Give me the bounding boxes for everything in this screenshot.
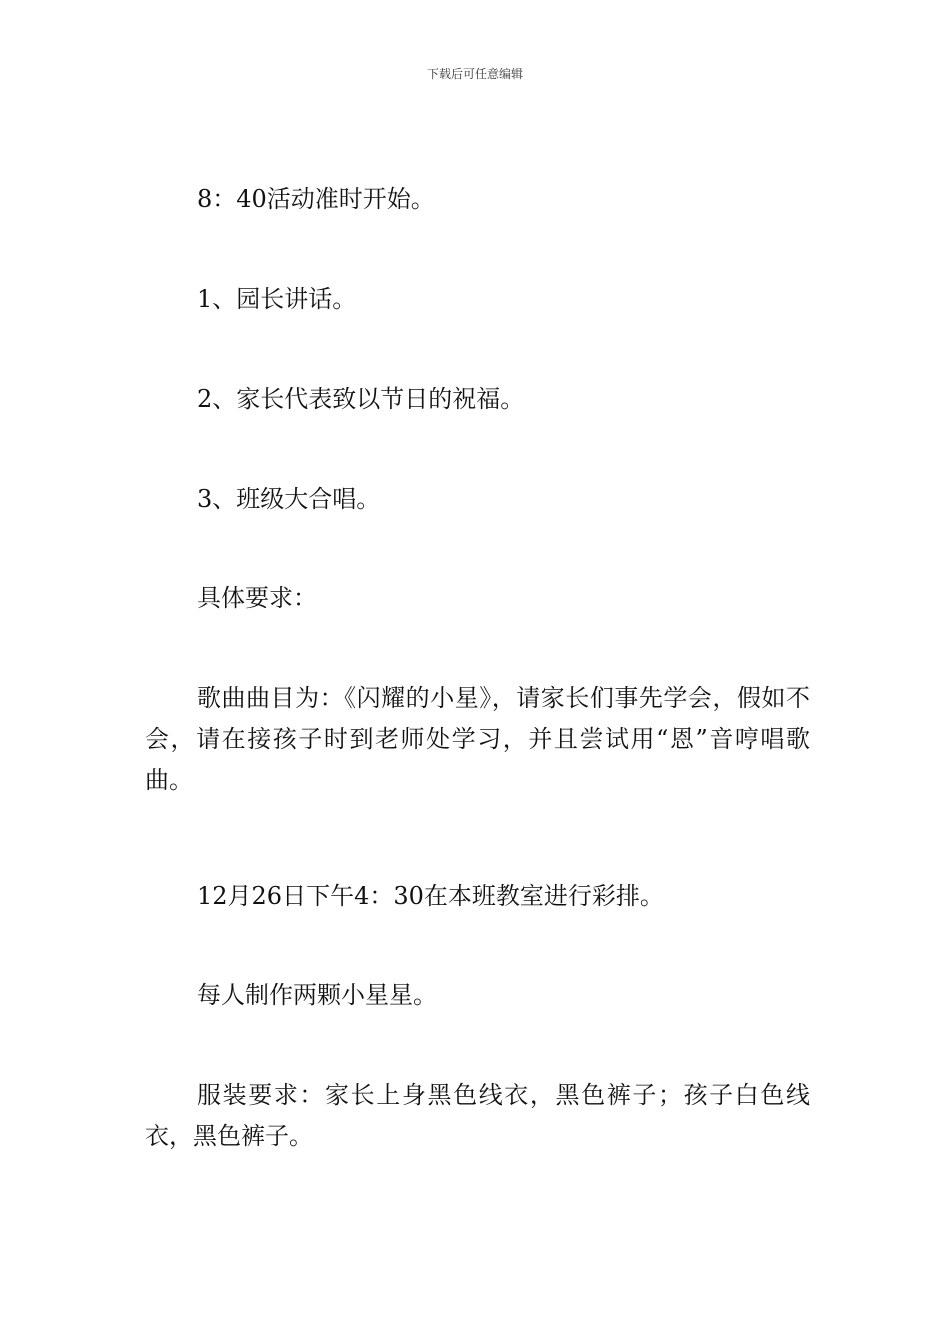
paragraph-dress-code: 服装要求：家长上身黑色线衣，黑色裤子；孩子白色线衣，黑色裤子。 bbox=[145, 1081, 810, 1150]
page-header: 下载后可任意编辑 bbox=[426, 67, 523, 81]
paragraph-item-2: 2、家长代表致以节日的祝福。 bbox=[197, 385, 525, 413]
paragraph-song: 歌曲曲目为：《闪耀的小星》，请家长们事先学会，假如不会，请在接孩子时到老师处学习，并且尝试用“恩”音哼唱歌曲。 bbox=[145, 684, 810, 794]
paragraph-item-3: 3、班级大合唱。 bbox=[197, 485, 381, 513]
paragraph-rehearsal: 12月26日下午4：30在本班教室进行彩排。 bbox=[197, 882, 664, 910]
paragraph-item-1: 1、园长讲话。 bbox=[197, 285, 357, 313]
paragraph-requirements-heading: 具体要求： bbox=[197, 584, 317, 612]
paragraph-stars: 每人制作两颗小星星。 bbox=[197, 981, 437, 1009]
paragraph-start-time: 8：40活动准时开始。 bbox=[197, 185, 435, 213]
